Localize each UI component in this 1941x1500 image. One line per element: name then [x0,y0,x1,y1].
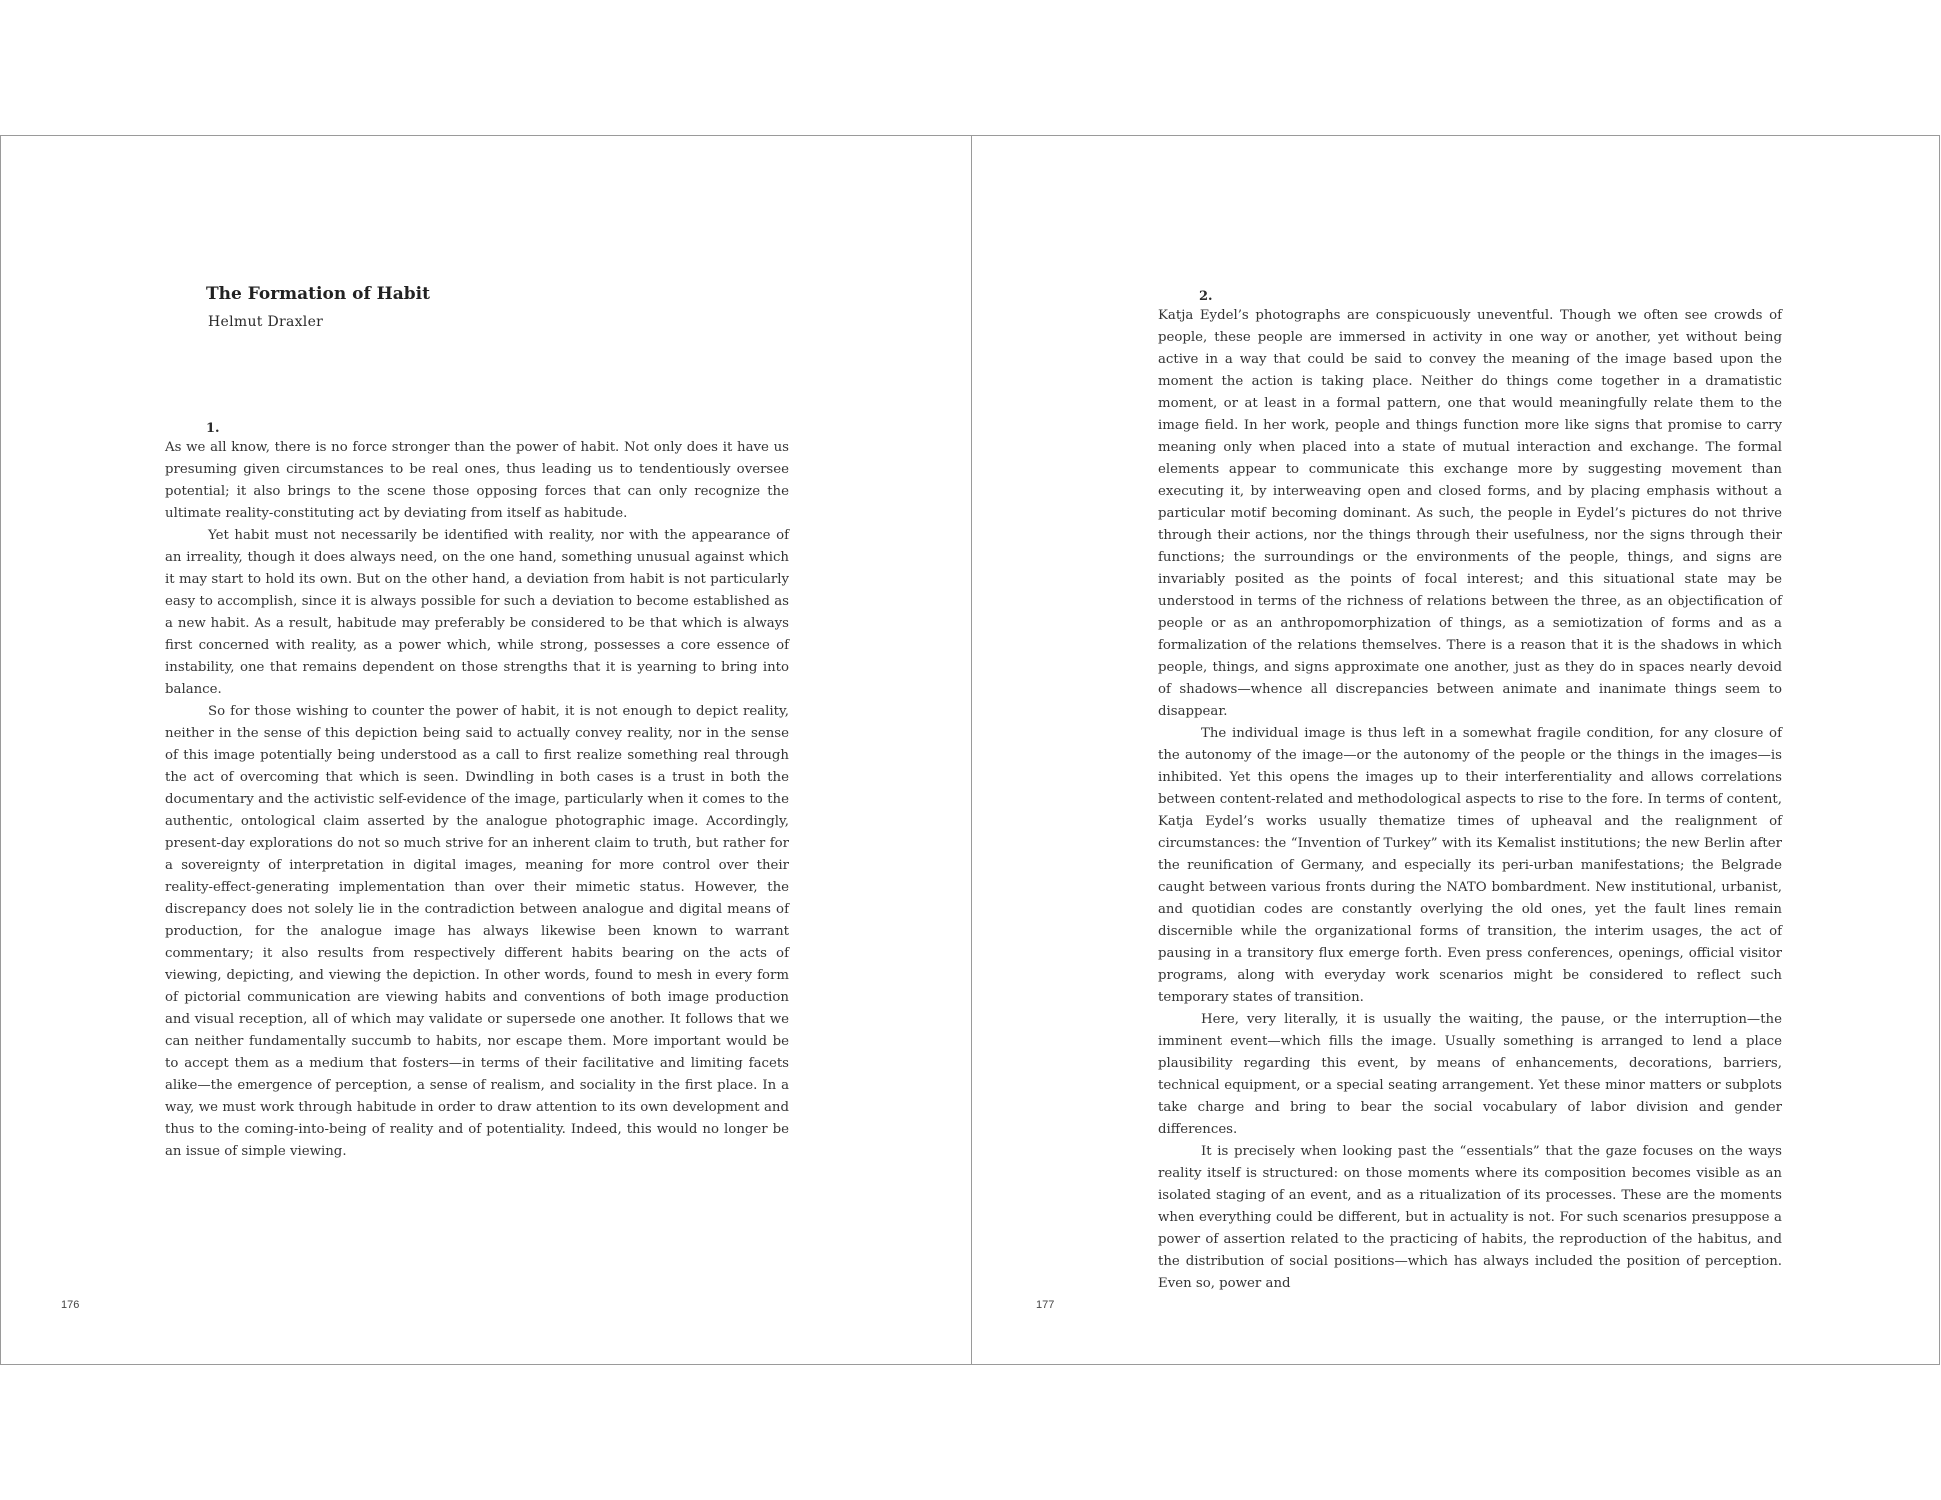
paragraph: Here, very literally, it is usually the waiting, the pause, or the interruption—the imminent event—which fills the image. Usually something is arranged to lend a place plausibility regarding this event, by means of enhancements, decorations, barriers, technical equipment, or a special seating arrangement. Yet these minor matters or subplots take charge and bring to bear the social vocabulary of labor division and gender differences. [1158,1012,1782,1137]
paragraph: Katja Eydel’s photographs are conspicuously uneventful. Though we often see crowds of people, these people are immersed in activity in one way or another, yet without being active in a way that could be said to convey the meaning of the image based upon the moment the action is taking place. Neither do things come together in a dramatistic moment, or at least in a formal pattern, one that would meaningfully relate them to the image field. In her work, people and things function more like signs that promise to carry meaning only when placed into a state of mutual interaction and exchange. The formal elements appear to communicate this exchange more by suggesting movement than executing it, by interweaving open and closed forms, and by placing emphasis without a particular motif becoming dominant. As such, the people in Eydel’s pictures do not thrive through their actions, nor the things through their usefulness, nor the signs through their functions; the surroundings or the environments of the people, things, and signs are invariably posited as the points of focal interest; and this situational state may be understood in terms of the richness of relations between the three, as an objectification of people or as an anthropomorphization of things, as a semiotization of forms and as a formalization of the relations themselves. There is a reason that it is the shadows in which people, things, and signs approximate one another, just as they do in spaces nearly devoid of shadows—whence all discrepancies between animate and inanimate things seem to disappear. [1158,308,1782,719]
page-number: 177 [1036,1299,1055,1311]
paragraph: The individual image is thus left in a somewhat fragile condition, for any closure of the autonomy of the image—or the autonomy of the people or the things in the images—is inhibited. Yet this opens the images up to their interferentiality and allows correlations between content-related and methodological aspects to rise to the fore. In terms of content, Katja Eydel’s works usually thematize times of upheaval and the realignment of circumstances: the “Invention of Turkey” with its Kemalist institutions; the new Berlin after the reunification of Germany, and especially its peri-urban manifestations; the Belgrade caught between various fronts during the NATO bombardment. New institutional, urbanist, and quotidian codes are constantly overlying the old ones, yet the fault lines remain discernible while the organizational forms of transition, the interim usages, the act of pausing in a transitory flux emerge forth. Even press conferences, openings, official visitor programs, along with everyday work scenarios might be considered to reflect such temporary states of transition. [1158,726,1782,1005]
paragraph: It is precisely when looking past the “essentials” that the gaze focuses on the ways reality itself is structured: on those moments where its composition becomes visible as an isolated staging of an event, and as a ritualization of its processes. These are the moments when everything could be different, but in actuality is not. For such scenarios presuppose a power of assertion related to the practicing of habits, the reproduction of the habitus, and the distribution of social positions—which has always included the position of perception. Even so, power and [1158,1144,1782,1291]
paragraph: So for those wishing to counter the power of habit, it is not enough to depict reality, neither in the sense of this depiction being said to actually convey reality, nor in the sense of this image potentially being understood as a call to first realize something real through the act of overcoming that which is seen. Dwindling in both cases is a trust in both the documentary and the activistic self-evidence of the image, particularly when it comes to the authentic, ontological claim asserted by the analogue photographic image. Accordingly, present-day explorations do not so much strive for an inherent claim to truth, but rather for a sovereignty of interpretation in digital images, meaning for more control over their reality-effect-generating implementation than over their mimetic status. However, the discrepancy does not solely lie in the contradiction between analogue and digital means of production, for the analogue image has always likewise been known to warrant commentary; it also results from respectively different habits bearing on the acts of viewing, depicting, and viewing the depiction. In other words, found to mesh in every form of pictorial communication are viewing habits and conventions of both image production and visual reception, all of which may validate or supersede one another. It follows that we can neither fundamentally succumb to habits, nor escape them. More important would be to accept them as a medium that fosters—in terms of their facilitative and limiting facets alike—the emergence of perception, a sense of realism, and sociality in the first place. In a way, we must work through habitude in order to draw attention to its own development and thus to the coming-into-being of reality and of potentiality. Indeed, this would no longer be an issue of simple viewing. [165,704,789,1159]
page-number: 176 [61,1299,80,1311]
left-page [1,136,971,1364]
paragraph: Yet habit must not necessarily be identified with reality, nor with the appearance of an irreality, though it does always need, on the one hand, something unusual against which it may start to hold its own. But on the other hand, a deviation from habit is not particularly easy to accomplish, since it is always possible for such a deviation to become established as a new habit. As a result, habitude may preferably be considered to be that which is always first concerned with reality, as a power which, while strong, possesses a core essence of instability, one that remains dependent on those strengths that it is yearning to bring into balance. [165,528,789,697]
body-text [1158,305,1782,1295]
essay-title: The Formation of Habit [206,284,430,304]
body-text [165,437,789,1163]
paragraph: As we all know, there is no force stronger than the power of habit. Not only does it have us presuming given circumstances to be real ones, thus leading us to tendentiously oversee potential; it also brings to the scene those opposing forces that can only recognize the ultimate reality-constituting act by deviating from itself as habitude. [165,440,789,521]
section-number: 2. [1199,289,1213,304]
book-spread [0,135,1940,1365]
right-page [972,136,1941,1364]
section-number: 1. [206,421,220,436]
author-name: Helmut Draxler [208,314,324,330]
